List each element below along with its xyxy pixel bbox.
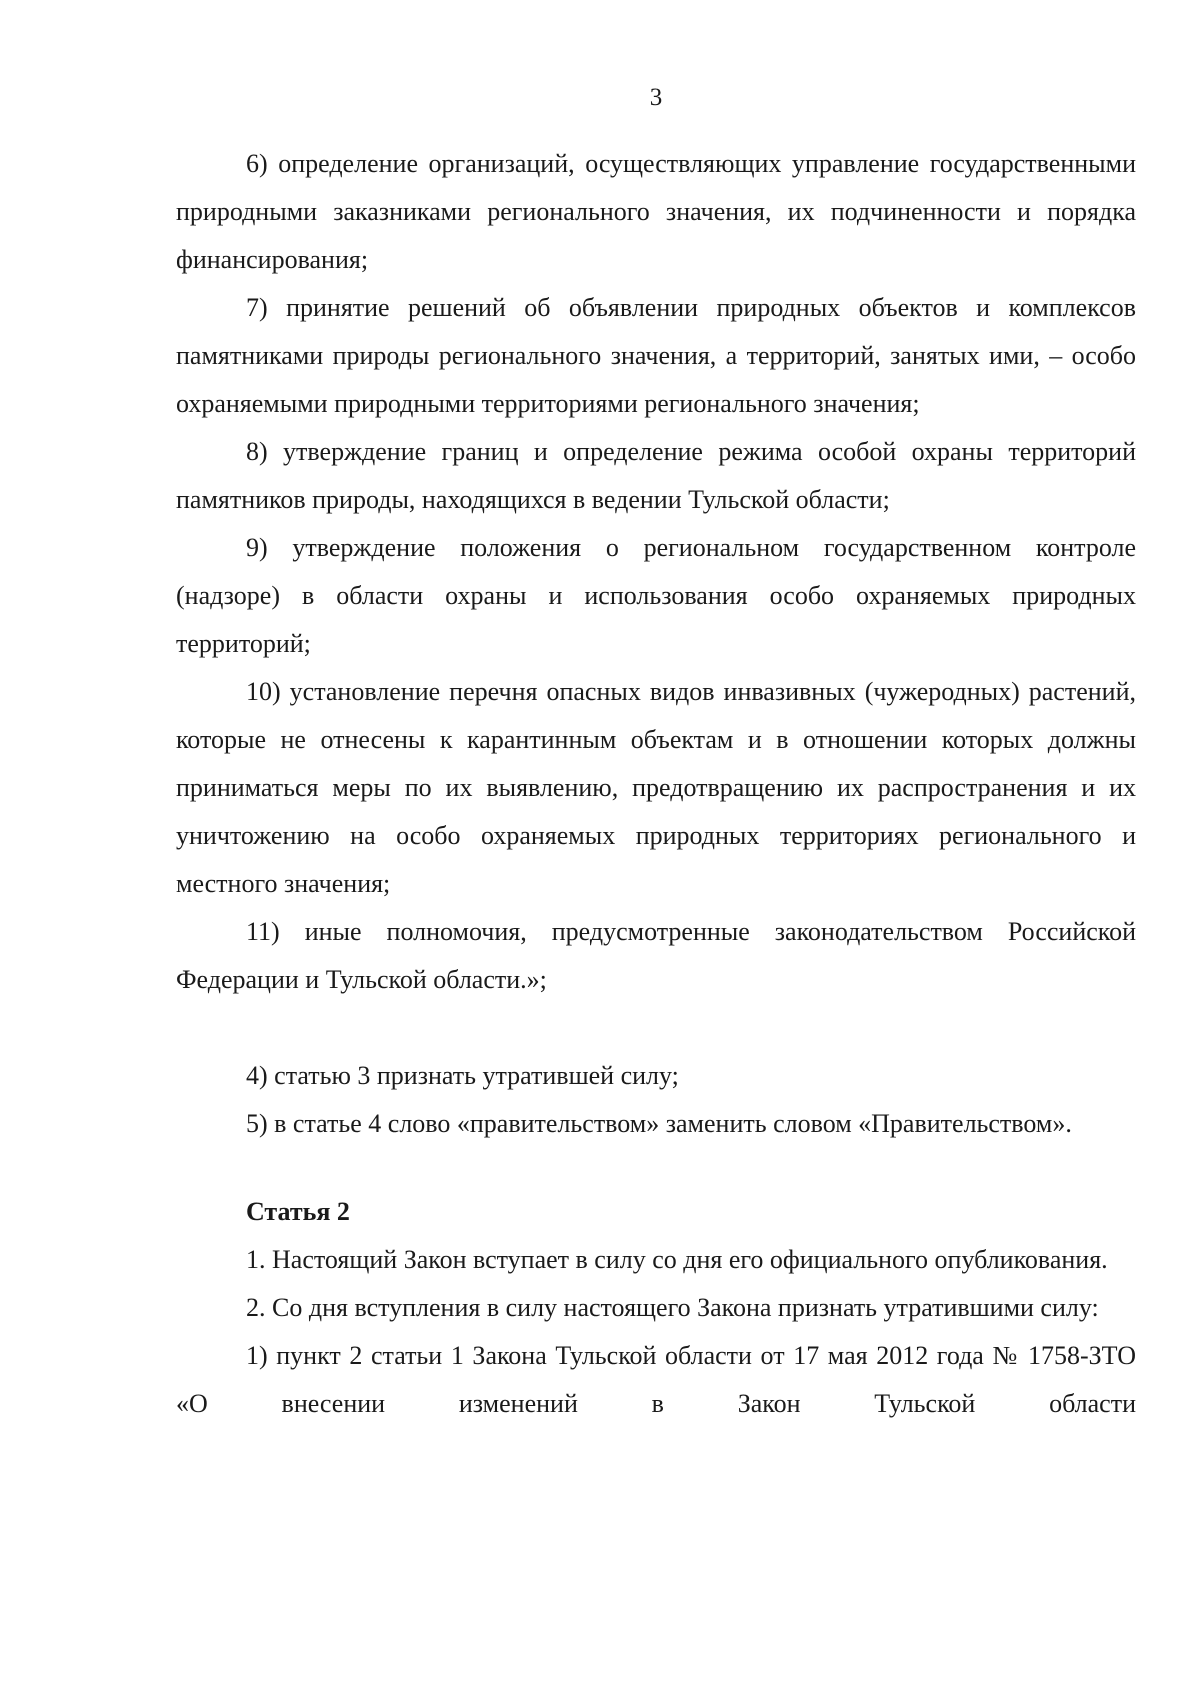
paragraph-item-10: 10) установление перечня опасных видов инвазивных (чужеродных) растений, которые не отнесены к карантинным объектам и в отношении которых должны приниматься меры по их выявлению, предотвращению их распространения и их уничтожению на особо охраняемых природных территориях регионального и местного значения; — [176, 677, 1136, 898]
paragraph-item-7: 7) принятие решений об объявлении природных объектов и комплексов памятниками природы регионального значения, а территорий, занятых ими, – особо охраняемыми природными территориями регионального значения; — [176, 293, 1136, 418]
paragraph-article2-point-1: 1. Настоящий Закон вступает в силу со дня его официального опубликования. — [246, 1245, 1108, 1274]
paragraph-amendment-5: 5) в статье 4 слово «правительством» заменить словом «Правительством». — [246, 1109, 1072, 1138]
paragraph-article2-point-2: 2. Со дня вступления в силу настоящего Закона признать утратившими силу: — [246, 1293, 1099, 1322]
paragraph-item-8: 8) утверждение границ и определение режима особой охраны территорий памятников природы, находящихся в ведении Тульской области; — [176, 437, 1136, 514]
page-number: 3 — [649, 84, 663, 111]
paragraph-amendment-4: 4) статью 3 признать утратившей силу; — [246, 1061, 679, 1090]
document-body — [176, 140, 1136, 1428]
article-heading: Статья 2 — [246, 1197, 350, 1226]
paragraph-article2-subpoint-1: 1) пункт 2 статьи 1 Закона Тульской области от 17 мая 2012 года № 1758-ЗТО «О внесении изменений в Закон Тульской области — [176, 1341, 1136, 1418]
paragraph-item-6: 6) определение организаций, осуществляющих управление государственными природными заказниками регионального значения, их подчиненности и порядка финансирования; — [176, 149, 1136, 274]
paragraph-item-9: 9) утверждение положения о региональном государственном контроле (надзоре) в области охраны и использования особо охраняемых природных территорий; — [176, 533, 1136, 658]
paragraph-item-11: 11) иные полномочия, предусмотренные законодательством Российской Федерации и Тульской области.»; — [176, 917, 1136, 994]
